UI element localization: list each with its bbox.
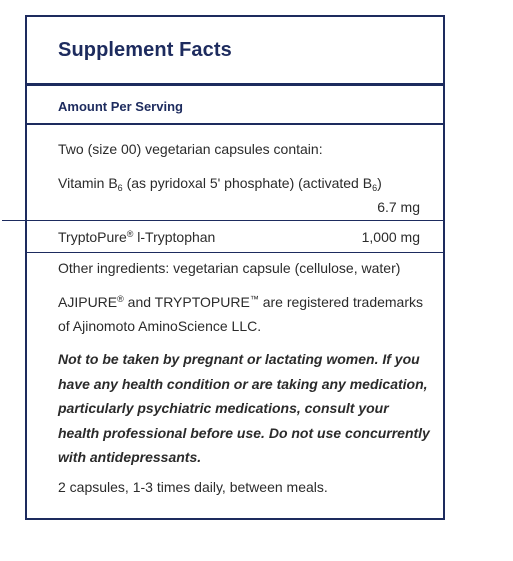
amount-per-serving-heading: Amount Per Serving	[58, 99, 183, 114]
vitamin-b6-name-middle: (as pyridoxal 5' phosphate) (activated B	[122, 175, 373, 191]
title-section	[27, 17, 443, 86]
other-ingredients: Other ingredients: vegetarian capsule (cellulose, water)	[58, 260, 401, 276]
serving-description: Two (size 00) vegetarian capsules contain:	[58, 141, 323, 157]
vitamin-b6-name	[58, 175, 382, 191]
supplement-facts-panel	[25, 15, 445, 520]
panel-title: Supplement Facts	[58, 39, 232, 61]
trademark-tm-mark: ™	[249, 294, 259, 304]
warning-text: Not to be taken by pregnant or lactating women. If you have any health condition or are taking any medication, particularly psychiatric medications, consult your health professional before use. Do not use concurrently with antidepressants.	[58, 351, 430, 465]
vitamin-b6-name-suffix: )	[377, 175, 382, 191]
tryptopure-name-prefix: TryptoPure	[58, 229, 127, 245]
directions-text: 2 capsules, 1-3 times daily, between meals.	[58, 479, 328, 495]
tryptopure-registered-mark: ®	[126, 229, 134, 239]
trademark-part3: are registered trademarks of Ajinomoto AminoScience LLC.	[58, 294, 424, 334]
tryptopure-amount: 1,000 mg	[361, 229, 420, 245]
vitamin-b6-subscript: 6	[117, 183, 123, 193]
amount-per-serving-section	[27, 87, 443, 125]
vitamin-b6-subscript-2: 6	[372, 183, 378, 193]
divider-tryptopure	[27, 252, 443, 253]
trademark-part2: and TRYPTOPURE	[123, 294, 250, 310]
tryptopure-name-suffix: l-Tryptophan	[133, 229, 216, 245]
trademark-notice	[58, 290, 430, 338]
tryptopure-name	[58, 229, 215, 245]
trademark-part1: AJIPURE	[58, 294, 118, 310]
divider-vitamin-b6	[2, 220, 443, 221]
trademark-registered-mark: ®	[117, 294, 124, 304]
vitamin-b6-amount: 6.7 mg	[377, 199, 420, 215]
vitamin-b6-name-prefix: Vitamin B	[58, 175, 118, 191]
